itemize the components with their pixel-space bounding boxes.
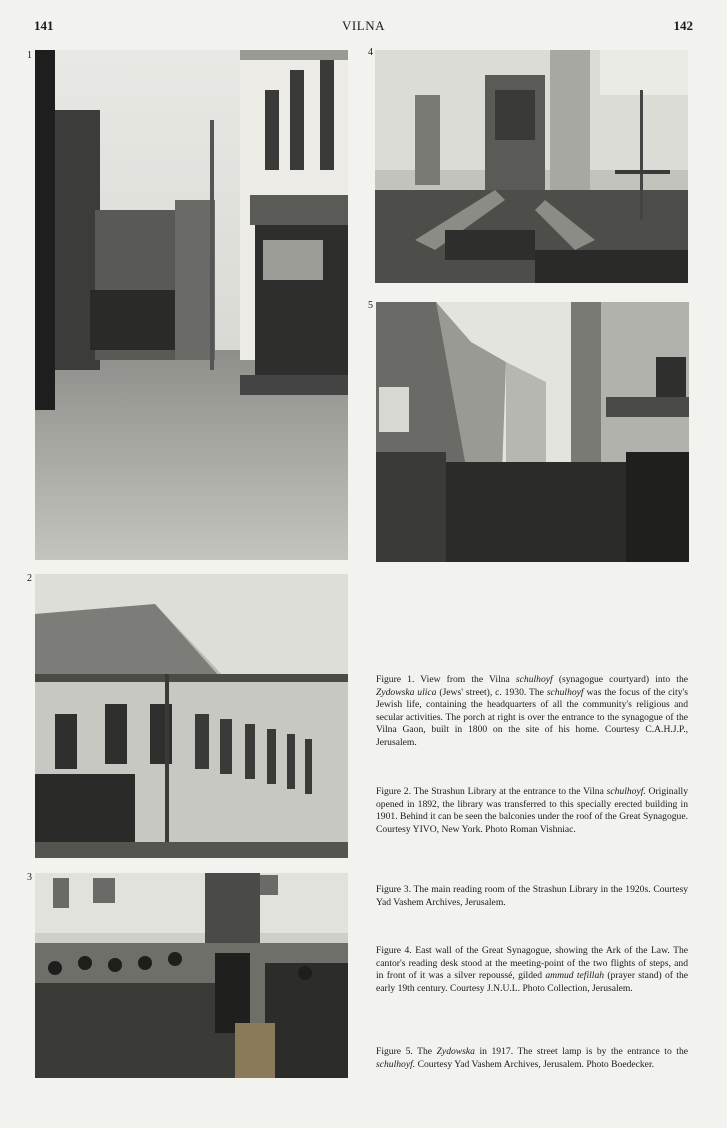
caption-text: Originally opened in 1892, the library was transferred to this specially erected building in 1901. Behind it can be seen the balconies under the roof of the Great Synagogue. Courtesy YIVO, New York. Photo Roman Vishniac. (376, 786, 688, 835)
caption-text: (prayer stand) of the early 19th century. Courtesy J.N.U.L. Photo Collection, Jerusalem. (376, 970, 688, 994)
figure-5-caption (376, 1046, 688, 1071)
figure-3-photo (35, 873, 348, 1078)
figure-5-photo (376, 302, 689, 562)
caption-text: Figure 5. The (376, 1046, 437, 1057)
caption-italic: schulhoyf. (606, 786, 646, 797)
caption-text: in 1917. The street lamp is by the entrance to the (474, 1046, 688, 1057)
caption-italic: schulhoyf. (376, 1058, 416, 1070)
figure-5-number: 5 (368, 300, 373, 311)
caption-italic: schulhoyf (515, 674, 553, 685)
caption-italic: Zydowska ulica (376, 686, 437, 698)
caption-text: (Jews' street), c. 1930. The (436, 686, 547, 698)
figure-2-photo (35, 574, 348, 858)
caption-italic: Zydowska (436, 1046, 475, 1057)
figure-2-number: 2 (27, 573, 32, 584)
caption-italic: schulhoyf (546, 686, 584, 698)
caption-text: was the focus of the city's Jewish life, containing the headquarters of all the community's religious and secular activities. The porch at right is over the entrance to the synagogue of the Vilna Gaon, built in 1800 on the site of his home. Courtesy C.A.H.J.P., Jerusalem. (376, 686, 688, 748)
figure-1-photo (35, 50, 348, 560)
figure-3-number: 3 (27, 872, 32, 883)
figure-4-photo (375, 50, 688, 283)
caption-text: (synagogue courtyard) into the (552, 674, 688, 685)
caption-italic: ammud tefillah (545, 970, 605, 982)
left-page-number: 141 (34, 18, 54, 33)
caption-text: Figure 1. View from the Vilna (376, 674, 516, 685)
figure-4-caption (376, 945, 688, 995)
caption-text: Figure 2. The Strashun Library at the entrance to the Vilna (376, 786, 607, 797)
figure-2-caption (376, 786, 688, 836)
figure-1-number: 1 (27, 50, 32, 61)
right-page-number: 142 (673, 18, 693, 33)
caption-text: Courtesy Yad Vashem Archives, Jerusalem. Photo Boedecker. (415, 1058, 655, 1070)
figure-1-caption (376, 674, 688, 750)
caption-text: Figure 4. East wall of the Great Synagogue, showing the Ark of the Law. The cantor's reading desk stood at the meeting-point of the two flights of steps, and in front of it was a silver repoussé, gilded (376, 945, 688, 982)
running-head: VILNA (342, 18, 385, 33)
figure-3-caption (376, 884, 688, 909)
figure-4-number: 4 (368, 47, 373, 58)
caption-text: Figure 3. The main reading room of the Strashun Library in the 1920s. Courtesy Yad Vashem Archives, Jerusalem. (376, 884, 688, 908)
